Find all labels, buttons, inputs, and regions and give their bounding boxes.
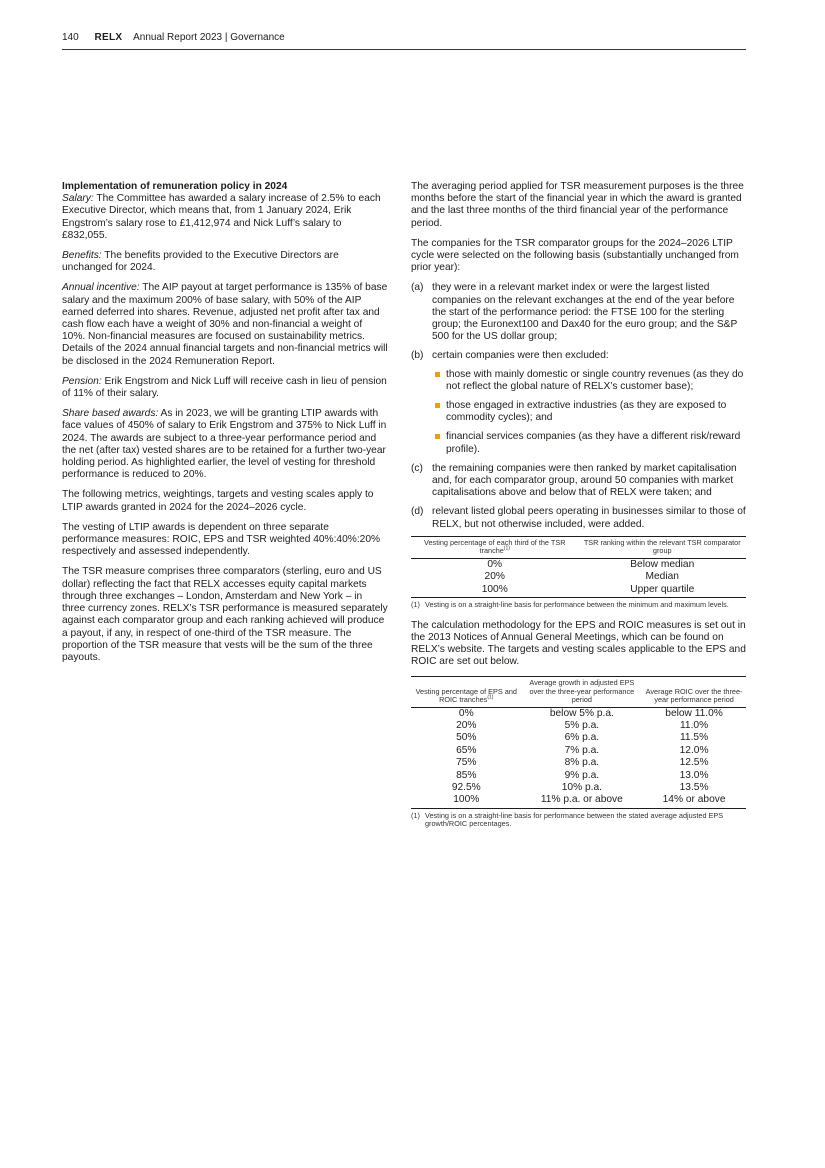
- table-cell: 5% p.a.: [564, 719, 600, 731]
- share-awards-label: Share based awards:: [62, 408, 159, 420]
- list-label: (b): [411, 350, 424, 362]
- table-cell: below 11.0%: [665, 707, 723, 719]
- table-cell: Below median: [630, 558, 695, 570]
- table-header-row: [411, 677, 746, 707]
- square-bullet-icon: [435, 434, 440, 439]
- table-cell: 100%: [411, 794, 522, 808]
- salary-label: Salary:: [62, 193, 94, 205]
- table-cell: Median: [645, 571, 679, 583]
- table-cell: 10% p.a.: [561, 781, 602, 793]
- table-cell: 92.5%: [451, 781, 481, 793]
- table-cell: 6% p.a.: [564, 732, 600, 744]
- tsr-paragraph: The TSR measure comprises three comparators (sterling, euro and US dollar) reflecting the fact that RELX accesses equity capital markets through three exchanges – London, Amsterdam and New York – in three currency zones. RELX’s TSR performance is measured separately against each comparator group and each ranking achieved will produce a payout, if any, in respect of one-third of the TSR measure. The proportion of the TSR measure that vests will be the sum of the three payouts.: [62, 566, 388, 663]
- annual-incentive-text: The AIP payout at target performance is 135% of base salary and the maximum 200% of base salary, with 50% of the AIP earned deferred into shares. Revenue, adjusted net profit after tax and cash flow each have a weight of 30% and non-financial a weight of 10%. Non-financial measures are focused on sustainability metrics. Details of the 2024 annual financial targets and non-financial metrics will be disclosed in the 2024 Remuneration Report.: [62, 282, 388, 367]
- table-cell: 14% or above: [642, 794, 746, 808]
- table-cell: 100%: [411, 584, 579, 598]
- table-cell: below 5% p.a.: [549, 707, 614, 719]
- table-cell: 75%: [456, 757, 477, 769]
- pension-paragraph: [62, 376, 388, 400]
- table-row: [411, 720, 746, 732]
- list-item-b: [411, 350, 746, 455]
- footnote-label: (1): [411, 599, 420, 609]
- share-awards-text: As in 2023, we will be granting LTIP awards with face values of 450% of salary to Erik Engstrom and 375% to Nick Luff in 2024. The awards are subject to a three-year performance period and the net (after tax) vested shares are to be retained for a further two-year holding period. As highlighted earlier, the level of vesting for threshold performance is reduced to 20%.: [62, 408, 387, 481]
- list-item-a: [411, 282, 746, 343]
- table-cell: 8% p.a.: [564, 757, 600, 769]
- table-row: [411, 732, 746, 744]
- list-label: (a): [411, 282, 424, 294]
- benefits-paragraph: [62, 250, 388, 274]
- page-number: 140: [62, 32, 79, 43]
- table-row: [411, 584, 746, 598]
- list-text: they were in a relevant market index or were the largest listed companies on the relevant exchanges at the end of the year before the start of the performance period: the FTSE 100 for the sterling group; the Euronext100 and Dax40 for the euro group; and the S&P 500 for the US dollar group;: [432, 282, 738, 343]
- table-cell: 85%: [456, 769, 477, 781]
- salary-paragraph: [62, 181, 388, 242]
- annual-incentive-paragraph: [62, 282, 388, 367]
- bullet-item: [432, 400, 746, 424]
- table-cell: 11% p.a. or above: [522, 794, 643, 808]
- table-row: [411, 757, 746, 769]
- pension-text: Erik Engstrom and Nick Luff will receive cash in lieu of pension of 11% of their salary.: [62, 375, 387, 400]
- calculation-paragraph: The calculation methodology for the EPS and ROIC measures is set out in the 2013 Notices of Annual General Meetings, which can be found on RELX’s website. The targets and vesting scales applicable to the EPS and ROIC are set out below.: [411, 619, 746, 668]
- table-cell: 65%: [456, 744, 477, 756]
- table-row: [411, 794, 746, 808]
- table-cell: 12.5%: [679, 757, 709, 769]
- bullet-text: those with mainly domestic or single country revenues (as they do not reflect the global nature of RELX’s customer base);: [446, 368, 744, 392]
- left-column: [62, 181, 388, 672]
- table-header-cell: Vesting percentage of EPS and ROIC tranches$^{(1)}$: [411, 677, 522, 707]
- tsr-table-footnote: [411, 601, 746, 610]
- table-cell: Upper quartile: [579, 584, 747, 598]
- list-item-d: [411, 506, 746, 530]
- table-cell: 20%: [484, 571, 505, 583]
- table-cell: 50%: [456, 732, 477, 744]
- table-row: [411, 745, 746, 757]
- eps-roic-table: [411, 676, 746, 808]
- page-header: [62, 31, 746, 50]
- table-cell: 9% p.a.: [564, 769, 600, 781]
- bullet-item: [432, 431, 746, 455]
- list-text: relevant listed global peers operating in businesses similar to those of RELX, but not otherwise included, were added.: [432, 506, 746, 530]
- list-label: (d): [411, 506, 424, 518]
- table-row: [411, 558, 746, 571]
- vesting-paragraph: The vesting of LTIP awards is dependent on three separate performance measures: ROIC, EPS and TSR weighted 40%:40%:20% respectively and assessed independently.: [62, 521, 381, 558]
- list-text: certain companies were then excluded:: [432, 350, 609, 362]
- salary-text: The Committee has awarded a salary increase of 2.5% to each Executive Director, which means that, from 1 January 2024, Erik Engstrom’s salary rose to £1,412,974 and Nick Luff’s salary to £832,055.: [62, 193, 381, 241]
- companies-paragraph: The companies for the TSR comparator groups for the 2024–2026 LTIP cycle were selected on the following basis (substantially unchanged from prior year):: [411, 237, 739, 274]
- report-title: Annual Report 2023 | Governance: [133, 32, 285, 43]
- square-bullet-icon: [435, 372, 440, 377]
- table-header-cell: Average growth in adjusted EPS over the three-year performance period: [522, 677, 643, 707]
- table-header-cell: Average ROIC over the three-year performance period: [642, 677, 746, 707]
- table-cell: 7% p.a.: [564, 744, 600, 756]
- annual-incentive-label: Annual incentive:: [62, 282, 140, 294]
- table-row: [411, 770, 746, 782]
- brand-name: RELX: [94, 32, 123, 43]
- table-header-cell: Vesting percentage of each third of the TSR tranche$^{(1)}$: [411, 536, 579, 558]
- table-cell: 20%: [456, 719, 477, 731]
- metrics-paragraph: The following metrics, weightings, targets and vesting scales apply to LTIP awards granted in 2024 for the 2024–2026 cycle.: [62, 489, 374, 513]
- bullet-text: those engaged in extractive industries (as they are exposed to commodity cycles); and: [446, 400, 727, 424]
- footnote-label: (1): [411, 810, 420, 820]
- pension-label: Pension:: [62, 375, 102, 387]
- right-column: [411, 181, 746, 839]
- table-cell: 11.5%: [680, 732, 709, 744]
- benefits-text: The benefits provided to the Executive Directors are unchanged for 2024.: [62, 250, 339, 274]
- averaging-paragraph: The averaging period applied for TSR measurement purposes is the three months before the start of the financial year in which the award is granted and the last three months of the third financial year of the performance period.: [411, 181, 744, 229]
- table-cell: 13.0%: [679, 769, 709, 781]
- table-row: [411, 782, 746, 794]
- table-cell: 13.5%: [679, 781, 709, 793]
- benefits-label: Benefits:: [62, 250, 102, 262]
- section-heading: Implementation of remuneration policy in 2024: [62, 181, 288, 192]
- bullet-item: [432, 369, 746, 393]
- table-row: [411, 571, 746, 583]
- share-awards-paragraph: [62, 408, 388, 481]
- table-cell: 11.0%: [680, 719, 709, 731]
- exclusion-bullets: [432, 369, 746, 456]
- table-header-cell: TSR ranking within the relevant TSR comparator group: [579, 536, 747, 558]
- bullet-text: financial services companies (as they have a different risk/reward profile).: [446, 431, 741, 455]
- table-header-row: [411, 536, 746, 558]
- square-bullet-icon: [435, 403, 440, 408]
- table-cell: 12.0%: [679, 744, 709, 756]
- table-cell: 0%: [458, 707, 474, 719]
- footnote-text: Vesting is on a straight-line basis for performance between the stated average adjusted EPS growth/ROIC percentages.: [425, 810, 724, 829]
- list-text: the remaining companies were then ranked by market capitalisation and, for each comparator group, around 50 companies with market capitalisations above and below that of RELX were taken; and: [432, 462, 737, 499]
- footnote-text: Vesting is on a straight-line basis for performance between the minimum and maximum levels.: [425, 599, 729, 609]
- tsr-vesting-table: [411, 536, 746, 598]
- list-item-c: [411, 463, 746, 500]
- table-row: [411, 707, 746, 720]
- table-cell: 0%: [487, 558, 503, 570]
- list-label: (c): [411, 462, 423, 474]
- eps-table-footnote: [411, 812, 746, 829]
